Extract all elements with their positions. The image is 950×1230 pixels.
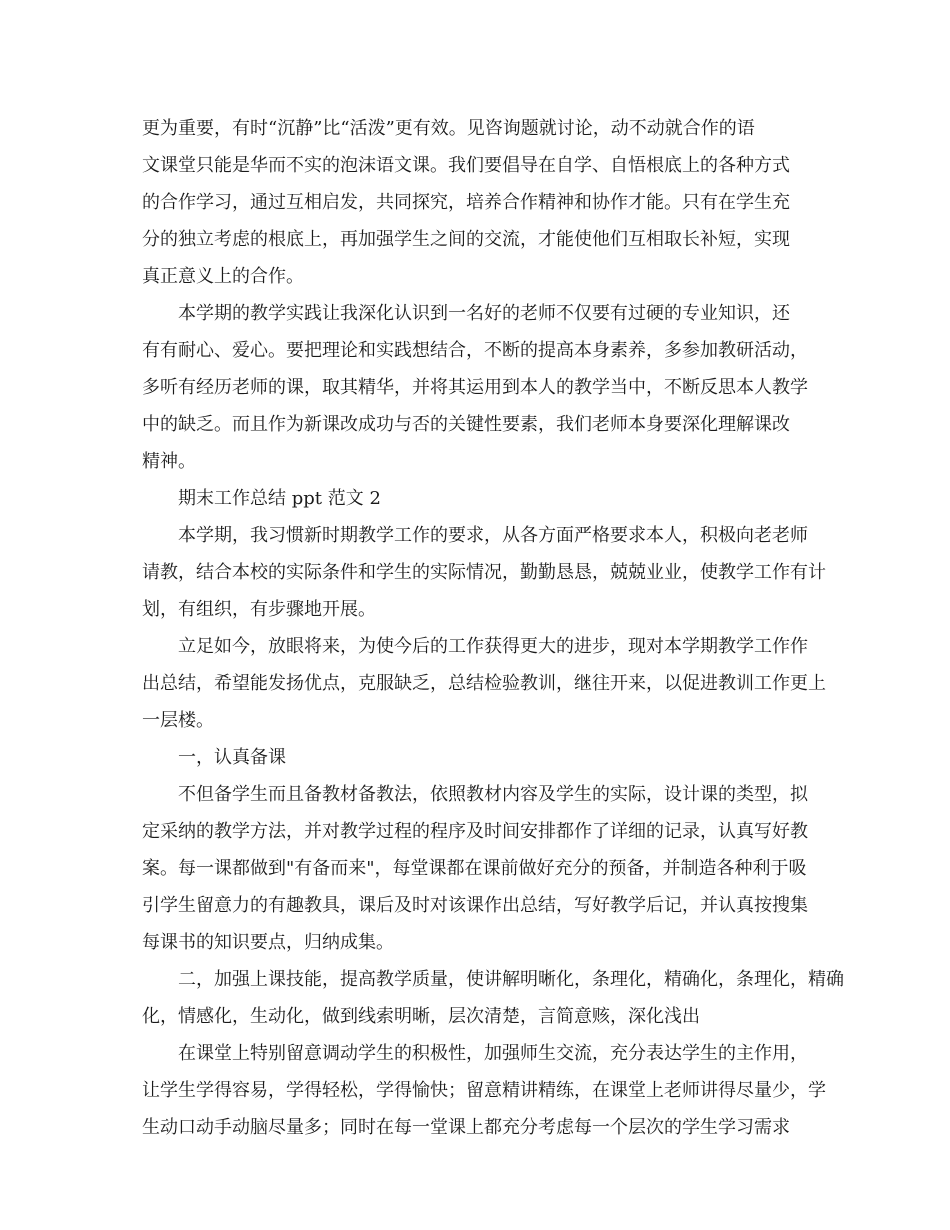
text-line: 出总结，希望能发扬优点，克服缺乏，总结检验教训，继往开来，以促进教训工作更上 — [142, 673, 826, 694]
text-line: 案。每一课都做到"有备而来"，每堂课都在课前做好充分的预备，并制造各种利于吸 — [142, 858, 807, 879]
text-line: 精神。 — [142, 451, 196, 472]
text-line: 让学生学得容易，学得轻松，学得愉快；留意精讲精练，在课堂上老师讲得尽量少，学 — [142, 1080, 826, 1101]
section-heading: 一，认真备课 — [178, 747, 286, 768]
text-line: 每课书的知识要点，归纳成集。 — [142, 932, 394, 953]
text-line: 请教，结合本校的实际条件和学生的实际情况，勤勤恳恳，兢兢业业，使教学工作有计 — [142, 562, 826, 583]
paragraph-start-line: 二，加强上课技能，提高教学质量，使讲解明晰化，条理化，精确化，条理化，精确 — [178, 969, 844, 990]
text-line: 真正意义上的合作。 — [142, 266, 304, 287]
section-heading: 期末工作总结 ppt 范文 2 — [178, 488, 381, 509]
text-line: 的合作学习，通过互相启发，共同探究，培养合作精神和协作才能。只有在学生充 — [142, 192, 790, 213]
text-line: 中的缺乏。而且作为新课改成功与否的关键性要素，我们老师本身要深化理解课改 — [142, 414, 790, 435]
text-line: 一层楼。 — [142, 710, 214, 731]
text-line: 化，情感化，生动化，做到线索明晰，层次清楚，言简意赅，深化浅出 — [142, 1006, 700, 1027]
text-line: 多听有经历老师的课，取其精华，并将其运用到本人的教学当中，不断反思本人教学 — [142, 377, 808, 398]
paragraph-start-line: 本学期，我习惯新时期教学工作的要求，从各方面严格要求本人，积极向老老师 — [178, 525, 808, 546]
text-line: 定采纳的教学方法，并对教学过程的程序及时间安排都作了详细的记录，认真写好教 — [142, 821, 808, 842]
text-line: 更为重要，有时“沉静”比“活泼”更有效。见咨询题就讨论，动不动就合作的语 — [142, 118, 755, 139]
paragraph-start-line: 立足如今，放眼将来，为使今后的工作获得更大的进步，现对本学期教学工作作 — [178, 636, 808, 657]
paragraph-start-line: 在课堂上特别留意调动学生的积极性，加强师生交流，充分表达学生的主作用， — [178, 1043, 808, 1064]
paragraph-start-line: 不但备学生而且备教材备教法，依照教材内容及学生的实际，设计课的类型，拟 — [178, 784, 808, 805]
text-line: 文课堂只能是华而不实的泡沫语文课。我们要倡导在自学、自悟根底上的各种方式 — [142, 155, 790, 176]
text-line: 有有耐心、爱心。要把理论和实践想结合，不断的提高本身素养，多参加教研活动， — [142, 340, 808, 361]
text-line: 生动口动手动脑尽量多；同时在每一堂课上都充分考虑每一个层次的学生学习需求 — [142, 1117, 790, 1138]
text-line: 引学生留意力的有趣教具，课后及时对该课作出总结，写好教学后记，并认真按搜集 — [142, 895, 808, 916]
text-line: 分的独立考虑的根底上，再加强学生之间的交流，才能使他们互相取长补短，实现 — [142, 229, 790, 250]
paragraph-start-line: 本学期的教学实践让我深化认识到一名好的老师不仅要有过硬的专业知识，还 — [178, 303, 790, 324]
text-line: 划，有组织，有步骤地开展。 — [142, 599, 376, 620]
